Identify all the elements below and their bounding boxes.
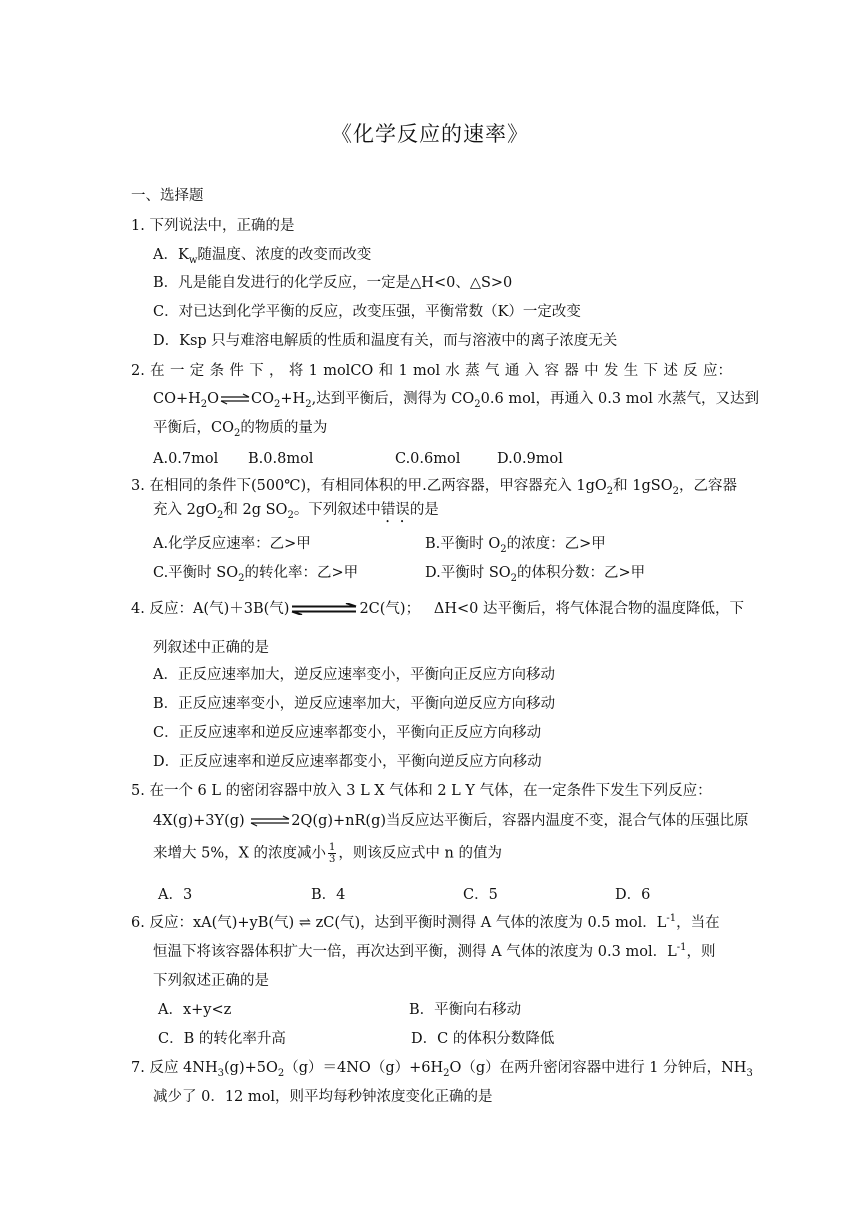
equilibrium-arrow-icon xyxy=(220,393,250,405)
question-4-option-b: B．正反应速率变小，逆反应速率加大，平衡向逆反应方向移动 xyxy=(153,696,556,712)
question-1-option-c: C．对已达到化学平衡的反应，改变压强，平衡常数（K）一定改变 xyxy=(153,304,581,320)
question-2-stem-line-1 xyxy=(131,361,732,381)
question-2-option-c: C.0.6mol xyxy=(395,451,461,467)
question-3-stem-line-2: 充入 $2gO_2$和 2g $SO_2$。下列叙述中错误的是 xyxy=(153,502,439,521)
justified-token: 1 xyxy=(398,363,408,379)
justified-token: 蒸 xyxy=(465,363,480,379)
question-3-option-b: B.平衡时 $O_2$的浓度：乙>甲 xyxy=(425,536,606,555)
question-2-option-d: D.0.9mol xyxy=(497,451,563,467)
equilibrium-arrow-icon xyxy=(290,603,358,615)
question-2-option-b: B.0.8mol xyxy=(248,451,314,467)
question-4-stem-line-1: 4. 反应：A(气)＋3B(气) 2C(气)； ΔH<0 达平衡后，将气体混合物的温度降低，下 xyxy=(131,601,745,617)
question-5-stem-line-1: 5. 在一个 6 L 的密闭容器中放入 3 L X 气体和 2 L Y 气体，在一定条件下发生下列反应： xyxy=(131,783,712,799)
question-5-option-b: B．4 xyxy=(311,887,346,903)
question-6-stem-line-2: 恒温下将该容器体积扩大一倍，再次达到平衡，测得 A 气体的浓度为 0.3 mol．$L^{-1}$，则 xyxy=(153,942,716,960)
justified-token: 中 xyxy=(584,363,599,379)
justified-token: 和 xyxy=(378,363,394,379)
question-6-option-a: A．x+y<z xyxy=(158,1002,232,1018)
question-1-stem: 1. 下列说法中，正确的是 xyxy=(131,218,295,234)
question-5-option-a: A．3 xyxy=(158,887,193,903)
question-1-option-d: D．Ksp 只与难溶电解质的性质和温度有关，而与溶液中的离子浓度无关 xyxy=(153,333,618,349)
question-6-option-c: C．B 的转化率升高 xyxy=(158,1031,286,1047)
justified-token: 件 xyxy=(229,363,244,379)
question-7-stem-line-1: 7. 反应 $4NH_3(g)+5O_2(g)=4NO(g)+6H_2O(g)$在两升密闭容器中进行 1 分钟后，$NH_3$ xyxy=(131,1060,753,1079)
justified-token: 1 xyxy=(308,363,318,379)
justified-token: 反 xyxy=(683,363,698,379)
justified-token: 下 xyxy=(249,363,264,379)
justified-token: 定 xyxy=(189,363,205,379)
page-title: 《化学反应的速率》 xyxy=(331,122,529,146)
question-5-stem-line-2: 4X(g)+3Y(g) 2Q(g)+nR(g)当反应达平衡后，容器内温度不变，混合气体的压强比原 xyxy=(153,813,749,829)
emphasized-word: 错误 xyxy=(380,502,410,518)
question-5-option-d: D．6 xyxy=(615,887,651,903)
justified-token: 2. xyxy=(131,363,145,379)
question-4-stem-line-2: 列叙述中正确的是 xyxy=(153,640,269,656)
question-6-option-d: D．C 的体积分数降低 xyxy=(411,1031,555,1047)
justified-token: 述 xyxy=(663,363,678,379)
justified-token: 发 xyxy=(603,363,619,379)
question-7-stem-line-2: 减少了 0．12 mol，则平均每秒钟浓度变化正确的是 xyxy=(153,1089,493,1105)
justified-token: mol xyxy=(412,363,441,379)
question-5-stem-line-3: 来增大 5%，X 的浓度减小 $\frac{1}{3}$ ，则该反应式中 n 的值为 xyxy=(153,842,502,865)
question-5-option-c: C．5 xyxy=(463,887,498,903)
question-1-option-a: A．$K_w$随温度、浓度的改变而改变 xyxy=(153,247,372,266)
justified-token: 下 xyxy=(643,363,659,379)
equilibrium-arrow-icon xyxy=(250,815,290,827)
justified-token: 在 xyxy=(150,363,165,379)
justified-token: 器 xyxy=(564,363,579,379)
justified-token: 容 xyxy=(544,363,559,379)
justified-token: 应： xyxy=(702,363,732,379)
question-4-option-a: A．正反应速率加大，逆反应速率变小，平衡向正反应方向移动 xyxy=(153,667,555,683)
question-6-stem-line-1: 6. 反应：xA(气)+yB(气) ⇌ zC(气)，达到平衡时测得 A 气体的浓度为 0.5 mol．$L^{-1}$，当在 xyxy=(131,913,720,931)
question-4-option-d: D．正反应速率和逆反应速率都变小，平衡向逆反应方向移动 xyxy=(153,754,542,770)
justified-token: 生 xyxy=(623,363,639,379)
question-2-stem-line-2: $CO+H_2O$ $CO_2+H_2$,达到平衡后，测得为 $CO_20.6$ mol，再通入 0.3 mol 水蒸气，又达到 xyxy=(153,391,759,410)
justified-token: 水 xyxy=(445,363,460,379)
justified-token: molCO xyxy=(323,363,374,379)
question-3-stem-line-1: 3. 在相同的条件下(500℃)，有相同体积的甲.乙两容器，甲容器充入 $1gO_2$和 1gSO$_2$，乙容器 xyxy=(131,478,737,497)
equilibrium-arrow-icon: ⇌ xyxy=(298,915,311,931)
justified-token: ， xyxy=(269,363,284,379)
fraction: $\frac{1}{3}$ xyxy=(329,842,336,865)
question-6-stem-line-3: 下列叙述正确的是 xyxy=(153,973,269,989)
question-3-option-a: A.化学反应速率：乙>甲 xyxy=(153,536,311,552)
justified-token: 一 xyxy=(169,363,185,379)
justified-token: 通 xyxy=(504,363,520,379)
question-6-option-b: B．平衡向右移动 xyxy=(409,1002,522,1018)
question-4-option-c: C．正反应速率和逆反应速率都变小，平衡向正反应方向移动 xyxy=(153,725,542,741)
question-3-option-c: C.平衡时 $SO_2$的转化率：乙>甲 xyxy=(153,565,359,584)
question-2-option-a: A.0.7mol xyxy=(153,451,219,467)
justified-token: 入 xyxy=(524,363,540,379)
question-3-option-d: D.平衡时 $SO_2$的体积分数：乙>甲 xyxy=(425,565,646,584)
section-heading: 一、选择题 xyxy=(131,188,204,204)
justified-token: 气 xyxy=(485,363,500,379)
justified-token: 条 xyxy=(209,363,225,379)
question-1-option-b: B．凡是能自发进行的化学反应，一定是△H<0、△S>0 xyxy=(153,275,513,291)
question-2-stem-line-3: 平衡后，$CO_2$的物质的量为 xyxy=(153,420,328,439)
justified-token: 将 xyxy=(288,363,304,379)
